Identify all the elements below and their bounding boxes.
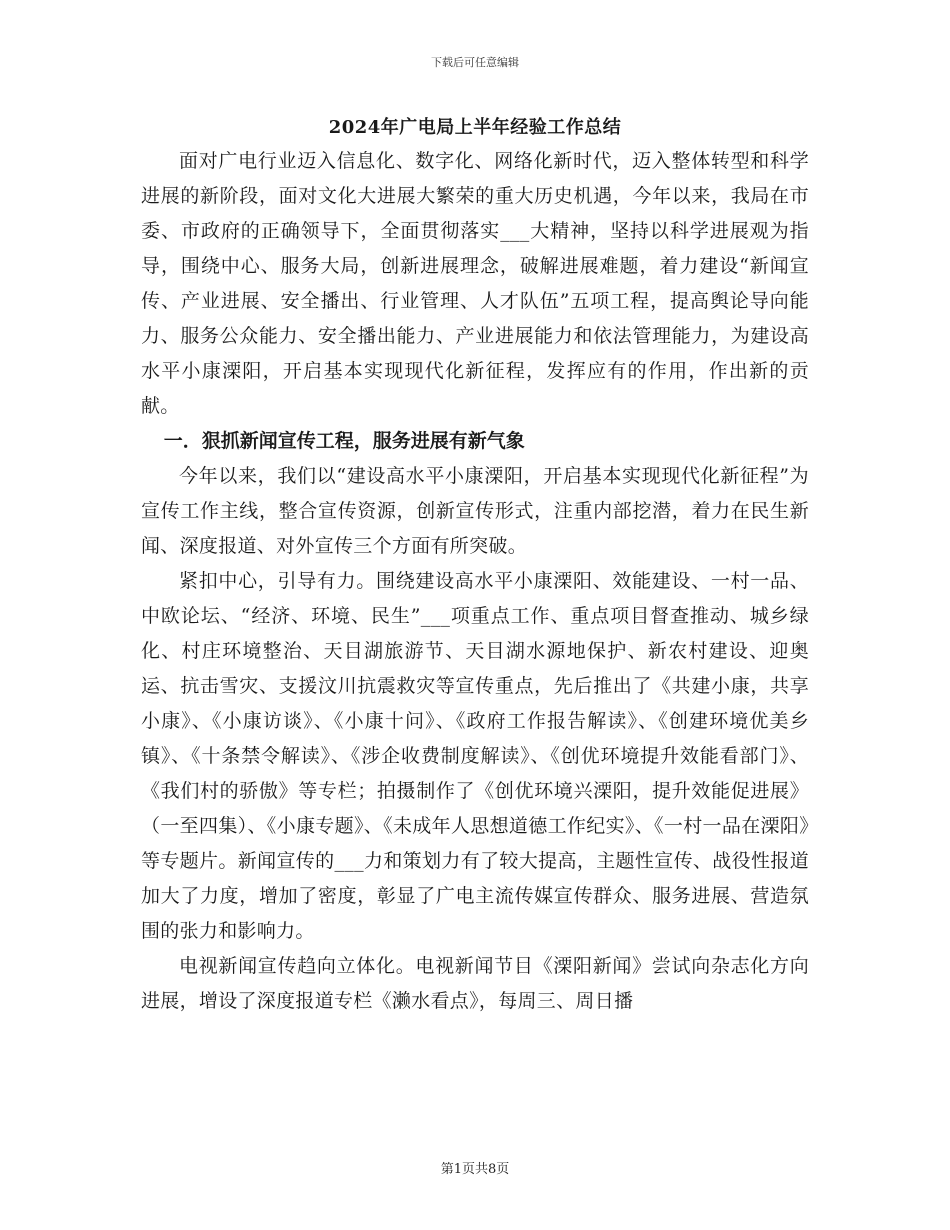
page-header-note: 下载后可任意编辑	[431, 56, 519, 69]
page-footer-page-number: 第1页共8页	[440, 1162, 510, 1177]
document-title: 2024年广电局上半年经验工作总结	[328, 117, 622, 138]
section1-paragraph-3: 电视新闻宣传趋向立体化。电视新闻节目《溧阳新闻》尝试向杂志化方向进展，增设了深度报道专栏《濑水看点》，每周三、周日播	[141, 955, 809, 1012]
document-body	[141, 112, 809, 1019]
section1-paragraph-2: 紧扣中心，引导有力。围绕建设高水平小康溧阳、效能建设、一村一品、中欧论坛、“经济、环境、民生”___项重点工作、重点项目督查推动、城乡绿化、村庄环境整治、天目湖旅游节、天目湖水源地保护、新农村建设、迎奥运、抗击雪灾、支援汶川抗震救灾等宣传重点，先后推出了《共建小康，共享小康》、《小康访谈》、《小康十问》、《政府工作报告解读》、《创建环境优美乡镇》、《十条禁令解读》、《涉企收费制度解读》、《创优环境提升效能看部门》、《我们村的骄傲》等专栏；拍摄制作了《创优环境兴溧阳，提升效能促进展》（一至四集）、《小康专题》、《未成年人思想道德工作纪实》、《一村一品在溧阳》等专题片。新闻宣传的___力和策划力有了较大提高，主题性宣传、战役性报道加大了力度，增加了密度，彰显了广电主流传媒宣传群众、服务进展、营造氛围的张力和影响力。	[141, 570, 809, 942]
section1-paragraph-1: 今年以来，我们以“建设高水平小康溧阳，开启基本实现现代化新征程”为宣传工作主线，整合宣传资源，创新宣传形式，注重内部挖潜，着力在民生新闻、深度报道、对外宣传三个方面有所突破。	[141, 465, 809, 557]
intro-paragraph: 面对广电行业迈入信息化、数字化、网络化新时代，迈入整体转型和科学进展的新阶段，面对文化大进展大繁荣的重大历史机遇，今年以来，我局在市委、市政府的正确领导下，全面贯彻落实___大精神，坚持以科学进展观为指导，围绕中心、服务大局，创新进展理念，破解进展难题，着力建设“新闻宣传、产业进展、安全播出、行业管理、人才队伍”五项工程，提高舆论导向能力、服务公众能力、安全播出能力、产业进展能力和依法管理能力，为建设高水平小康溧阳，开启基本实现现代化新征程，发挥应有的作用，作出新的贡献。	[141, 150, 809, 417]
section-heading-1: 一．狠抓新闻宣传工程，服务进展有新气象	[163, 430, 525, 452]
